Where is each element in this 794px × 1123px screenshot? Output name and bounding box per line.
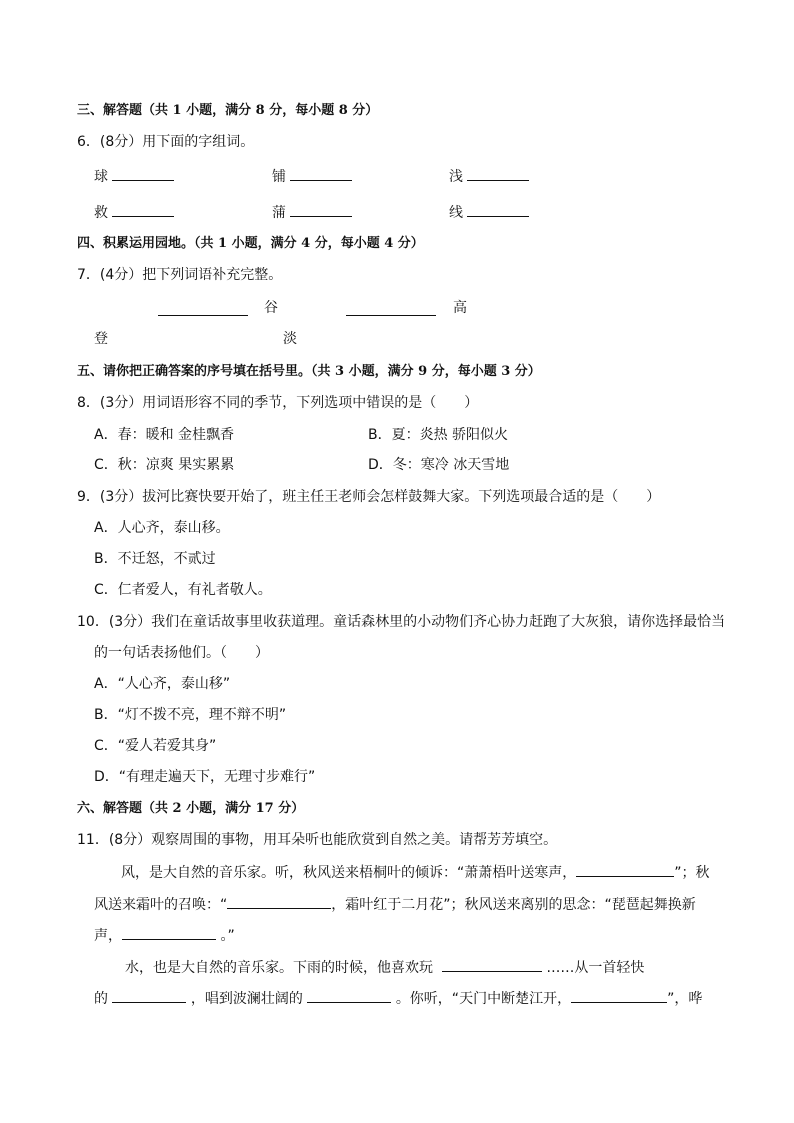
q9-option-b[interactable]: B．不迁怒，不贰过: [94, 551, 216, 567]
q6-char: 浅: [449, 169, 463, 185]
q6-item-3: [449, 168, 529, 184]
q6-blank[interactable]: [112, 204, 174, 217]
q11-text: 水，也是大自然的音乐家。下雨的时候，他喜欢玩: [125, 960, 433, 976]
q11-blank[interactable]: [122, 927, 216, 940]
q11-text: 的: [94, 991, 108, 1007]
q6-blank[interactable]: [290, 168, 352, 181]
q6-item-4: [94, 204, 174, 220]
q6-blank[interactable]: [467, 168, 529, 181]
q6-item-6: [449, 204, 529, 220]
q7-word: 登: [94, 331, 108, 347]
q11-blank[interactable]: [442, 959, 542, 972]
q8-option-d[interactable]: D．冬：寒冷 冰天雪地: [368, 457, 510, 473]
section-5-title: 五、请你把正确答案的序号填在括号里。（共 3 小题，满分 9 分，每小题 3 分）: [77, 364, 541, 379]
q6-char: 铺: [272, 169, 286, 185]
question-11-stem: 11．(8分）观察周围的事物，用耳朵听也能欣赏到自然之美。请帮芳芳填空。: [77, 832, 558, 848]
question-10-stem-line1: 10．(3分）我们在童话故事里收获道理。童话森林里的小动物们齐心协力赶跑了大灰狼，请你选择最恰当: [77, 614, 726, 630]
q6-char: 球: [94, 169, 108, 185]
q9-option-c[interactable]: C．仁者爱人，有礼者敬人。: [94, 582, 272, 598]
q9-option-a[interactable]: A．人心齐，泰山移。: [94, 520, 230, 536]
question-7-stem: 7．(4分）把下列词语补充完整。: [77, 267, 283, 283]
q11-text: ”；秋: [674, 865, 710, 881]
q11-blank[interactable]: [227, 896, 331, 909]
q11-text: ，唱到波澜壮阔的: [190, 991, 303, 1007]
q10-option-d[interactable]: D．“有理走遍天下，无理寸步难行”: [94, 769, 316, 785]
q7-word: 谷: [264, 300, 278, 316]
q6-item-2: [272, 168, 352, 184]
question-8-stem: 8．(3分）用词语形容不同的季节，下列选项中错误的是（ ）: [77, 395, 479, 411]
q7-blank[interactable]: [158, 303, 248, 316]
q10-option-c[interactable]: C．“爱人若爱其身”: [94, 738, 217, 754]
q7-blank[interactable]: [346, 303, 436, 316]
q10-option-a[interactable]: A．“人心齐，泰山移”: [94, 676, 231, 692]
q11-blank[interactable]: [112, 990, 186, 1003]
section-3-title: 三、解答题（共 1 小题，满分 8 分，每小题 8 分）: [77, 103, 379, 118]
q8-option-b[interactable]: B．夏：炎热 骄阳似火: [368, 427, 509, 443]
q6-blank[interactable]: [290, 204, 352, 217]
q6-blank[interactable]: [467, 204, 529, 217]
section-4-title: 四、积累运用园地。（共 1 小题，满分 4 分，每小题 4 分）: [77, 236, 424, 251]
q11-text: 风送来霜叶的召唤：“: [94, 897, 228, 913]
q11-paragraph-2-line1: [125, 959, 644, 975]
q10-option-b[interactable]: B．“灯不拨不亮，理不辩不明”: [94, 707, 287, 723]
q11-text: 。你听，“天门中断楚江开，: [395, 991, 572, 1007]
q6-char: 线: [449, 205, 463, 221]
q7-word: 高: [453, 300, 467, 316]
q6-item-1: [94, 168, 174, 184]
q11-text: 声，: [94, 928, 122, 944]
q11-text: 。”: [220, 928, 235, 944]
q6-item-5: [272, 204, 352, 220]
q11-text: ，霜叶红于二月花”；秋风送来离别的思念：“琵琶起舞换新: [331, 897, 696, 913]
q6-blank[interactable]: [112, 168, 174, 181]
section-6-title: 六、解答题（共 2 小题，满分 17 分）: [77, 801, 305, 816]
q11-text: ……从一首轻快: [546, 960, 645, 976]
question-9-stem: 9．(3分）拔河比赛快要开始了，班主任王老师会怎样鼓舞大家。下列选项最合适的是（ ）: [77, 489, 661, 505]
q11-paragraph-1-line1: [121, 864, 710, 880]
q6-char: 蒲: [272, 205, 286, 221]
q11-blank[interactable]: [571, 990, 667, 1003]
question-6-stem: 6．(8分）用下面的字组词。: [77, 134, 255, 150]
q11-paragraph-2-line2: [94, 990, 702, 1006]
q6-char: 救: [94, 205, 108, 221]
q7-word: 淡: [283, 331, 297, 347]
q11-paragraph-1-line2: [94, 896, 696, 912]
q11-text: 风，是大自然的音乐家。听，秋风送来梧桐叶的倾诉：“萧萧梧叶送寒声，: [121, 865, 577, 881]
q11-paragraph-1-line3: [94, 927, 235, 943]
q11-blank[interactable]: [576, 864, 674, 877]
q11-text: ”，哗: [667, 991, 703, 1007]
question-10-stem-line2: 的一句话表扬他们。（ ）: [94, 645, 269, 661]
q8-option-c[interactable]: C．秋：凉爽 果实累累: [94, 457, 235, 473]
q8-option-a[interactable]: A．春：暖和 金桂飘香: [94, 427, 235, 443]
q11-blank[interactable]: [307, 990, 391, 1003]
